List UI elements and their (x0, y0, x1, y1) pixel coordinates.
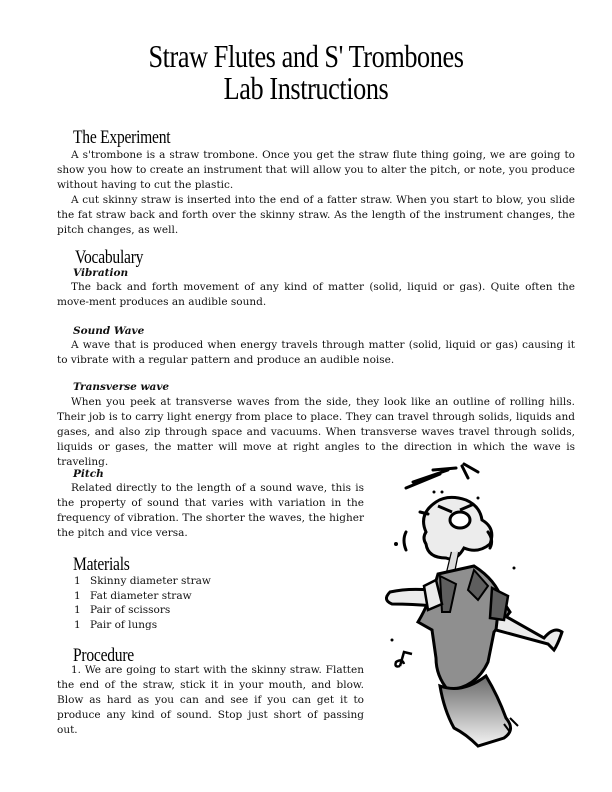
term-transverse-wave: Transverse wave (73, 381, 170, 393)
term-pitch: Pitch (73, 468, 104, 480)
definition-transverse-wave: When you peek at transverse waves from the side, they look like an outline of rolling hills. Their job is to carry light energy from place to place. They can travel through solids, liquids and gases, and also zip through space and vacuums. When transverse waves travel through solids, liquids or gases, the matter will move at right angles to the direction in which the wave is traveling. (57, 396, 575, 468)
page-title-line-2: Lab Instructions (223, 70, 389, 106)
procedure-step-1: 1. We are going to start with the skinny straw. Flatten the end of the straw, stick it in your mouth, and blow. Blow as hard as you can and see if you can get it to produce any kind of sound. Stop just short of passing out. (57, 664, 364, 736)
materials-heading: Materials (73, 554, 130, 575)
materials-list-item: 1 Pair of scissors (74, 604, 171, 616)
materials-list (74, 574, 211, 632)
experiment-paragraph-1: A s'trombone is a straw trombone. Once you get the straw flute thing going, we are going to show you how to create an instrument that will allow you to alter the pitch, or note, you produce without having to cut the plastic. (57, 149, 575, 191)
experiment-heading: The Experiment (73, 127, 171, 148)
definition-vibration: The back and forth movement of any kind of matter (solid, liquid or gas). Quite often the move-ment produces an audible sound. (57, 281, 575, 308)
vocabulary-heading: Vocabulary (75, 247, 144, 268)
experiment-paragraph-2: A cut skinny straw is inserted into the end of a fatter straw. When you start to blow, you slide the fat straw back and forth over the skinny straw. As the length of the instrument changes, the pitch changes, as well. (57, 194, 575, 236)
procedure-heading: Procedure (73, 645, 134, 666)
materials-list-item: 1 Skinny diameter straw (74, 575, 211, 587)
materials-list-item: 1 Fat diameter straw (74, 589, 192, 602)
definition-pitch: Related directly to the length of a sound wave, this is the property of sound that varies with variation in the frequency of vibration. The shorter the waves, the higher the pitch and vice versa. (57, 482, 364, 539)
materials-list-item: 1 Pair of lungs (74, 618, 158, 631)
page-title-line-1: Straw Flutes and S' Trombones (148, 38, 464, 74)
definition-sound-wave: A wave that is produced when energy travels through matter (solid, liquid or gas) causing it to vibrate with a regular pattern and produce an audible noise. (57, 339, 575, 366)
cartoon-boy-blowing-straw-icon (378, 462, 578, 762)
term-sound-wave: Sound Wave (73, 325, 145, 337)
term-vibration: Vibration (73, 267, 129, 279)
